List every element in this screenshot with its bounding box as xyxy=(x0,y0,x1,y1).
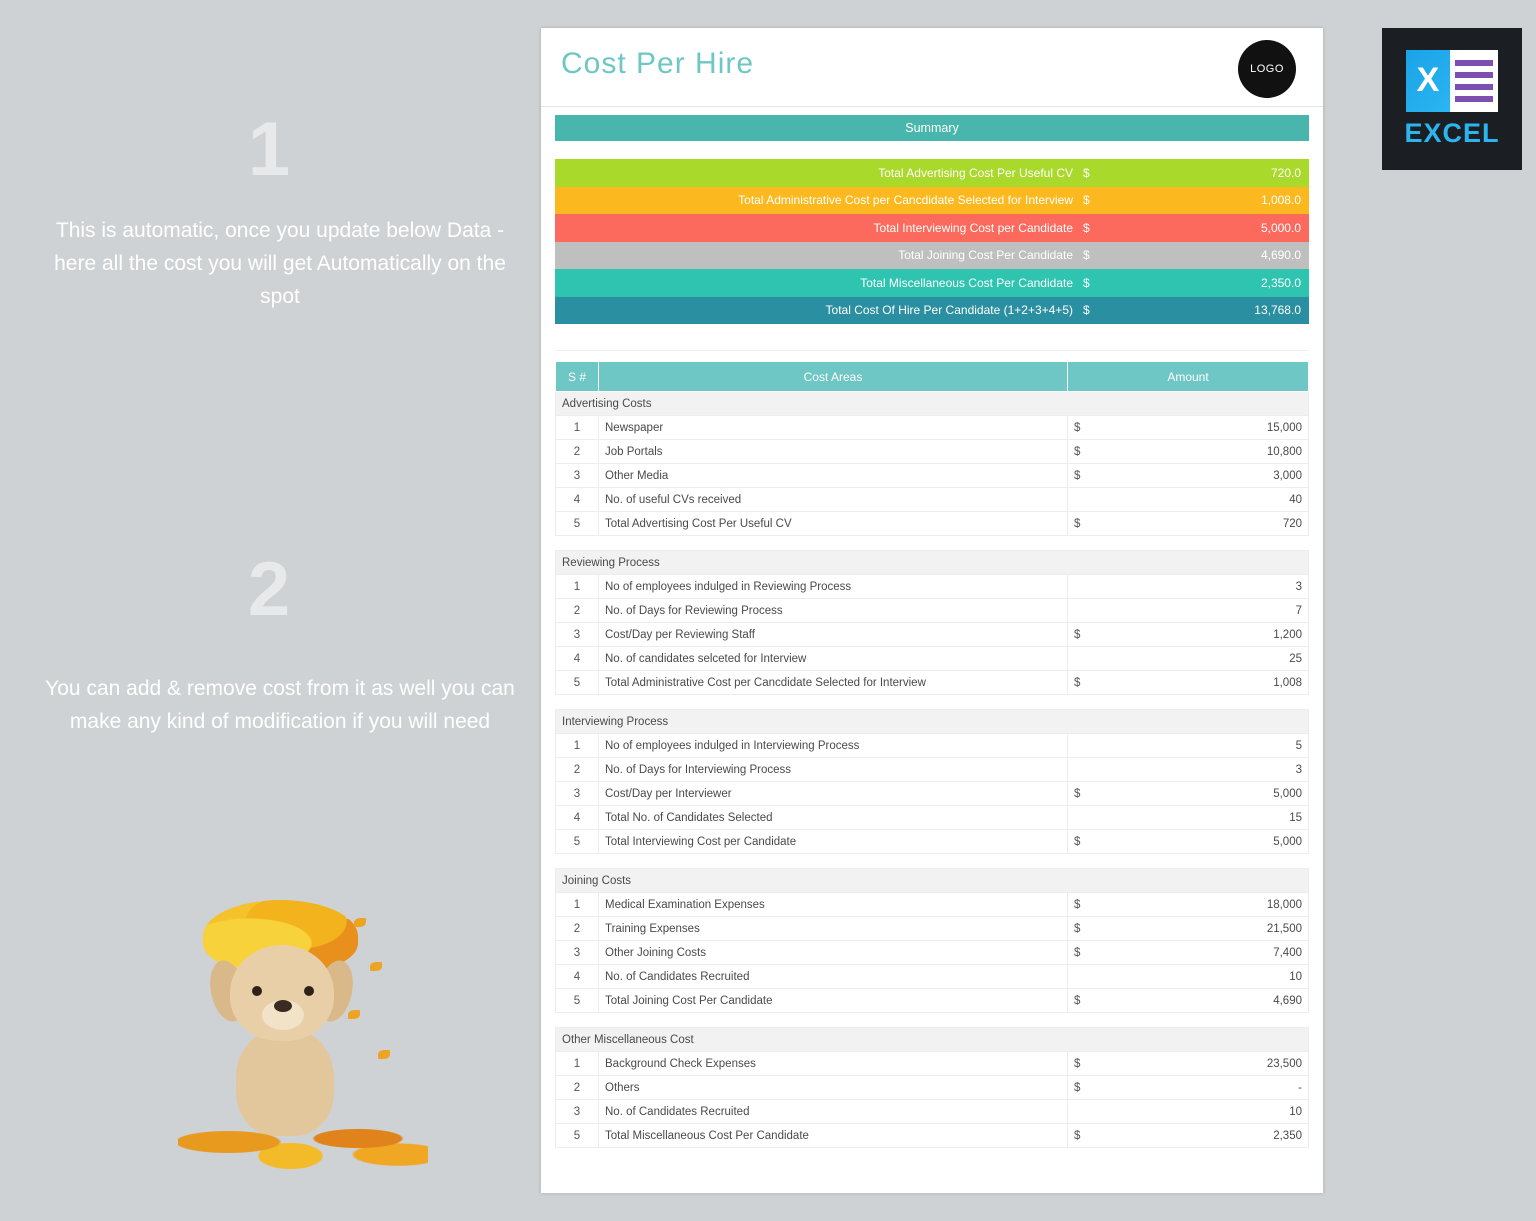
cell-amount: 4,690 xyxy=(1096,989,1309,1013)
cell-serial-number: 4 xyxy=(556,647,599,671)
cell-serial-number: 5 xyxy=(556,512,599,536)
cell-currency xyxy=(1068,599,1097,623)
cell-serial-number: 3 xyxy=(556,941,599,965)
step-number-1: 1 xyxy=(247,107,293,192)
cell-currency: $ xyxy=(1068,1076,1097,1100)
table-row[interactable] xyxy=(556,965,1309,989)
table-row[interactable] xyxy=(556,440,1309,464)
table-group-label: Joining Costs xyxy=(556,869,1309,893)
cell-amount: 25 xyxy=(1096,647,1309,671)
cell-amount: 10 xyxy=(1096,965,1309,989)
page-title: Cost Per Hire xyxy=(561,47,755,80)
cost-per-hire-sheet xyxy=(541,28,1323,1193)
cell-cost-area: Total Interviewing Cost per Candidate xyxy=(599,830,1068,854)
cell-cost-area: No. of Candidates Recruited xyxy=(599,1100,1068,1124)
summary-row xyxy=(555,159,1309,187)
table-row[interactable] xyxy=(556,416,1309,440)
cell-serial-number: 3 xyxy=(556,623,599,647)
logo-placeholder: LOGO xyxy=(1238,40,1296,98)
summary-row-currency: $ xyxy=(1083,165,1090,180)
cell-currency xyxy=(1068,1100,1097,1124)
table-header-row xyxy=(556,362,1309,392)
cell-currency xyxy=(1068,647,1097,671)
table-row[interactable] xyxy=(556,758,1309,782)
cell-cost-area: No. of Days for Interviewing Process xyxy=(599,758,1068,782)
cell-serial-number: 5 xyxy=(556,989,599,1013)
cell-currency: $ xyxy=(1068,830,1097,854)
summary-row-currency: $ xyxy=(1083,193,1090,208)
cell-currency: $ xyxy=(1068,623,1097,647)
cell-serial-number: 1 xyxy=(556,416,599,440)
cell-cost-area: No of employees indulged in Interviewing Process xyxy=(599,734,1068,758)
table-group-header xyxy=(556,551,1309,575)
puppy-eye-right xyxy=(304,986,314,996)
table-group-gap xyxy=(556,536,1309,551)
cell-cost-area: Newspaper xyxy=(599,416,1068,440)
cell-serial-number: 4 xyxy=(556,806,599,830)
flying-leaf-icon xyxy=(354,918,366,927)
cell-amount: 1,008 xyxy=(1096,671,1309,695)
sheet-header xyxy=(541,28,1323,107)
cell-cost-area: Job Portals xyxy=(599,440,1068,464)
table-row[interactable] xyxy=(556,734,1309,758)
summary-row-label: Total Administrative Cost per Cancdidate Selected for Interview xyxy=(738,193,1073,208)
cell-serial-number: 1 xyxy=(556,1052,599,1076)
table-group-gap xyxy=(556,854,1309,869)
summary-row-value: 2,350.0 xyxy=(1260,275,1301,290)
cell-currency: $ xyxy=(1068,1124,1097,1148)
cell-cost-area: Other Joining Costs xyxy=(599,941,1068,965)
cell-amount: 15 xyxy=(1096,806,1309,830)
table-row[interactable] xyxy=(556,989,1309,1013)
flying-leaf-icon xyxy=(378,1050,390,1059)
cell-cost-area: Other Media xyxy=(599,464,1068,488)
cell-cost-area: Training Expenses xyxy=(599,917,1068,941)
summary-row-value: 13,768.0 xyxy=(1254,303,1301,318)
cell-currency xyxy=(1068,758,1097,782)
flying-leaf-icon xyxy=(370,962,382,971)
table-row[interactable] xyxy=(556,1076,1309,1100)
cell-amount: 7,400 xyxy=(1096,941,1309,965)
step-number-2: 2 xyxy=(247,547,293,632)
summary-row-currency: $ xyxy=(1083,248,1090,263)
cell-serial-number: 1 xyxy=(556,893,599,917)
cell-currency: $ xyxy=(1068,782,1097,806)
summary-row-currency: $ xyxy=(1083,275,1090,290)
cell-amount: 3,000 xyxy=(1096,464,1309,488)
summary-row xyxy=(555,242,1309,270)
table-group-label: Advertising Costs xyxy=(556,392,1309,416)
cell-serial-number: 2 xyxy=(556,917,599,941)
table-row[interactable] xyxy=(556,1100,1309,1124)
cell-amount: 7 xyxy=(1096,599,1309,623)
excel-wordmark: EXCEL xyxy=(1404,117,1500,148)
cell-serial-number: 4 xyxy=(556,965,599,989)
column-header-sn: S # xyxy=(556,362,599,392)
cell-serial-number: 3 xyxy=(556,464,599,488)
puppy-eye-left xyxy=(252,986,262,996)
table-group-header xyxy=(556,1028,1309,1052)
table-group-header xyxy=(556,710,1309,734)
puppy-nose xyxy=(274,1000,292,1012)
flying-leaf-icon xyxy=(348,1010,360,1019)
table-group-label: Other Miscellaneous Cost xyxy=(556,1028,1309,1052)
cell-cost-area: No. of Days for Reviewing Process xyxy=(599,599,1068,623)
step-note-1: This is automatic, once you update below Data - here all the cost you will get Automatically on the spot xyxy=(54,219,506,308)
summary-row-label: Total Advertising Cost Per Useful CV xyxy=(878,165,1073,180)
table-row[interactable] xyxy=(556,1052,1309,1076)
cell-currency: $ xyxy=(1068,1052,1097,1076)
cell-cost-area: Total No. of Candidates Selected xyxy=(599,806,1068,830)
summary-row-value: 720.0 xyxy=(1270,165,1301,180)
table-row[interactable] xyxy=(556,893,1309,917)
cell-currency: $ xyxy=(1068,464,1097,488)
cell-currency: $ xyxy=(1068,917,1097,941)
cell-currency: $ xyxy=(1068,941,1097,965)
ground-leaves-icon xyxy=(178,1100,428,1170)
puppy-illustration xyxy=(178,900,428,1170)
table-row[interactable] xyxy=(556,488,1309,512)
cell-amount: 10 xyxy=(1096,1100,1309,1124)
summary-row xyxy=(555,297,1309,325)
table-row[interactable] xyxy=(556,599,1309,623)
cell-cost-area: Others xyxy=(599,1076,1068,1100)
cell-cost-area: No. of candidates selceted for Interview xyxy=(599,647,1068,671)
summary-rows xyxy=(555,159,1309,324)
cell-amount: 720 xyxy=(1096,512,1309,536)
table-row[interactable] xyxy=(556,830,1309,854)
table-group-gap xyxy=(556,695,1309,710)
table-row[interactable] xyxy=(556,941,1309,965)
summary-row-label: Total Cost Of Hire Per Candidate (1+2+3+4+5) xyxy=(825,303,1073,318)
step-note-2: You can add & remove cost from it as well you can make any kind of modification if you will need xyxy=(45,677,515,733)
cell-cost-area: Background Check Expenses xyxy=(599,1052,1068,1076)
cell-amount: 10,800 xyxy=(1096,440,1309,464)
summary-row-currency: $ xyxy=(1083,220,1090,235)
summary-row-value: 1,008.0 xyxy=(1260,193,1301,208)
cell-currency: $ xyxy=(1068,671,1097,695)
cell-cost-area: No. of Candidates Recruited xyxy=(599,965,1068,989)
summary-row xyxy=(555,187,1309,215)
cell-amount: 2,350 xyxy=(1096,1124,1309,1148)
cell-cost-area: Total Miscellaneous Cost Per Candidate xyxy=(599,1124,1068,1148)
cell-serial-number: 3 xyxy=(556,782,599,806)
cell-cost-area: Total Advertising Cost Per Useful CV xyxy=(599,512,1068,536)
summary-row xyxy=(555,214,1309,242)
cell-cost-area: Cost/Day per Interviewer xyxy=(599,782,1068,806)
cell-serial-number: 5 xyxy=(556,830,599,854)
table-row[interactable] xyxy=(556,623,1309,647)
table-row[interactable] xyxy=(556,671,1309,695)
cell-currency: $ xyxy=(1068,893,1097,917)
cell-serial-number: 5 xyxy=(556,1124,599,1148)
cell-amount: 1,200 xyxy=(1096,623,1309,647)
table-group-label: Interviewing Process xyxy=(556,710,1309,734)
summary-row-label: Total Interviewing Cost per Candidate xyxy=(873,220,1073,235)
cell-amount: 21,500 xyxy=(1096,917,1309,941)
cell-amount: 3 xyxy=(1096,758,1309,782)
cell-cost-area: Total Administrative Cost per Cancdidate Selected for Interview xyxy=(599,671,1068,695)
table-row[interactable] xyxy=(556,806,1309,830)
table-group-header xyxy=(556,869,1309,893)
excel-logo xyxy=(1382,28,1522,170)
cell-serial-number: 2 xyxy=(556,758,599,782)
cell-serial-number: 2 xyxy=(556,599,599,623)
cell-amount: 40 xyxy=(1096,488,1309,512)
summary-row xyxy=(555,269,1309,297)
cell-currency: $ xyxy=(1068,440,1097,464)
cell-currency: $ xyxy=(1068,416,1097,440)
table-row[interactable] xyxy=(556,917,1309,941)
cell-amount: 3 xyxy=(1096,575,1309,599)
cell-cost-area: No of employees indulged in Reviewing Process xyxy=(599,575,1068,599)
cell-amount: 5,000 xyxy=(1096,782,1309,806)
cell-currency xyxy=(1068,806,1097,830)
cost-areas-table xyxy=(555,361,1309,1148)
table-group-gap xyxy=(556,1013,1309,1028)
cell-serial-number: 2 xyxy=(556,440,599,464)
table-row[interactable] xyxy=(556,782,1309,806)
annotation-column xyxy=(0,0,540,1221)
cell-currency: $ xyxy=(1068,989,1097,1013)
table-row[interactable] xyxy=(556,575,1309,599)
summary-row-label: Total Miscellaneous Cost Per Candidate xyxy=(860,275,1073,290)
cell-currency xyxy=(1068,734,1097,758)
cell-serial-number: 4 xyxy=(556,488,599,512)
summary-row-value: 4,690.0 xyxy=(1260,248,1301,263)
cell-cost-area: No. of useful CVs received xyxy=(599,488,1068,512)
table-row[interactable] xyxy=(556,512,1309,536)
cell-amount: 5 xyxy=(1096,734,1309,758)
table-row[interactable] xyxy=(556,647,1309,671)
summary-band-label: Summary xyxy=(555,115,1309,141)
cell-serial-number: 5 xyxy=(556,671,599,695)
table-row[interactable] xyxy=(556,464,1309,488)
cell-serial-number: 3 xyxy=(556,1100,599,1124)
cell-serial-number: 1 xyxy=(556,734,599,758)
cell-currency xyxy=(1068,965,1097,989)
summary-row-value: 5,000.0 xyxy=(1260,220,1301,235)
table-body xyxy=(556,392,1309,1148)
cell-amount: 23,500 xyxy=(1096,1052,1309,1076)
column-header-amount: Amount xyxy=(1068,362,1309,392)
cell-serial-number: 1 xyxy=(556,575,599,599)
cell-currency xyxy=(1068,575,1097,599)
cell-amount: 5,000 xyxy=(1096,830,1309,854)
cell-serial-number: 2 xyxy=(556,1076,599,1100)
cell-amount: 15,000 xyxy=(1096,416,1309,440)
table-row[interactable] xyxy=(556,1124,1309,1148)
table-group-label: Reviewing Process xyxy=(556,551,1309,575)
excel-icon xyxy=(1406,50,1498,112)
cell-amount: 18,000 xyxy=(1096,893,1309,917)
cell-cost-area: Cost/Day per Reviewing Staff xyxy=(599,623,1068,647)
cell-cost-area: Medical Examination Expenses xyxy=(599,893,1068,917)
column-header-cost-areas: Cost Areas xyxy=(599,362,1068,392)
cell-cost-area: Total Joining Cost Per Candidate xyxy=(599,989,1068,1013)
summary-table-divider xyxy=(555,324,1309,351)
table-group-header xyxy=(556,392,1309,416)
excel-sheet-lines xyxy=(1450,50,1498,112)
cell-amount: - xyxy=(1096,1076,1309,1100)
cell-currency: $ xyxy=(1068,512,1097,536)
summary-row-label: Total Joining Cost Per Candidate xyxy=(898,248,1073,263)
summary-row-currency: $ xyxy=(1083,303,1090,318)
cell-currency xyxy=(1068,488,1097,512)
excel-x-glyph: X xyxy=(1406,50,1450,112)
